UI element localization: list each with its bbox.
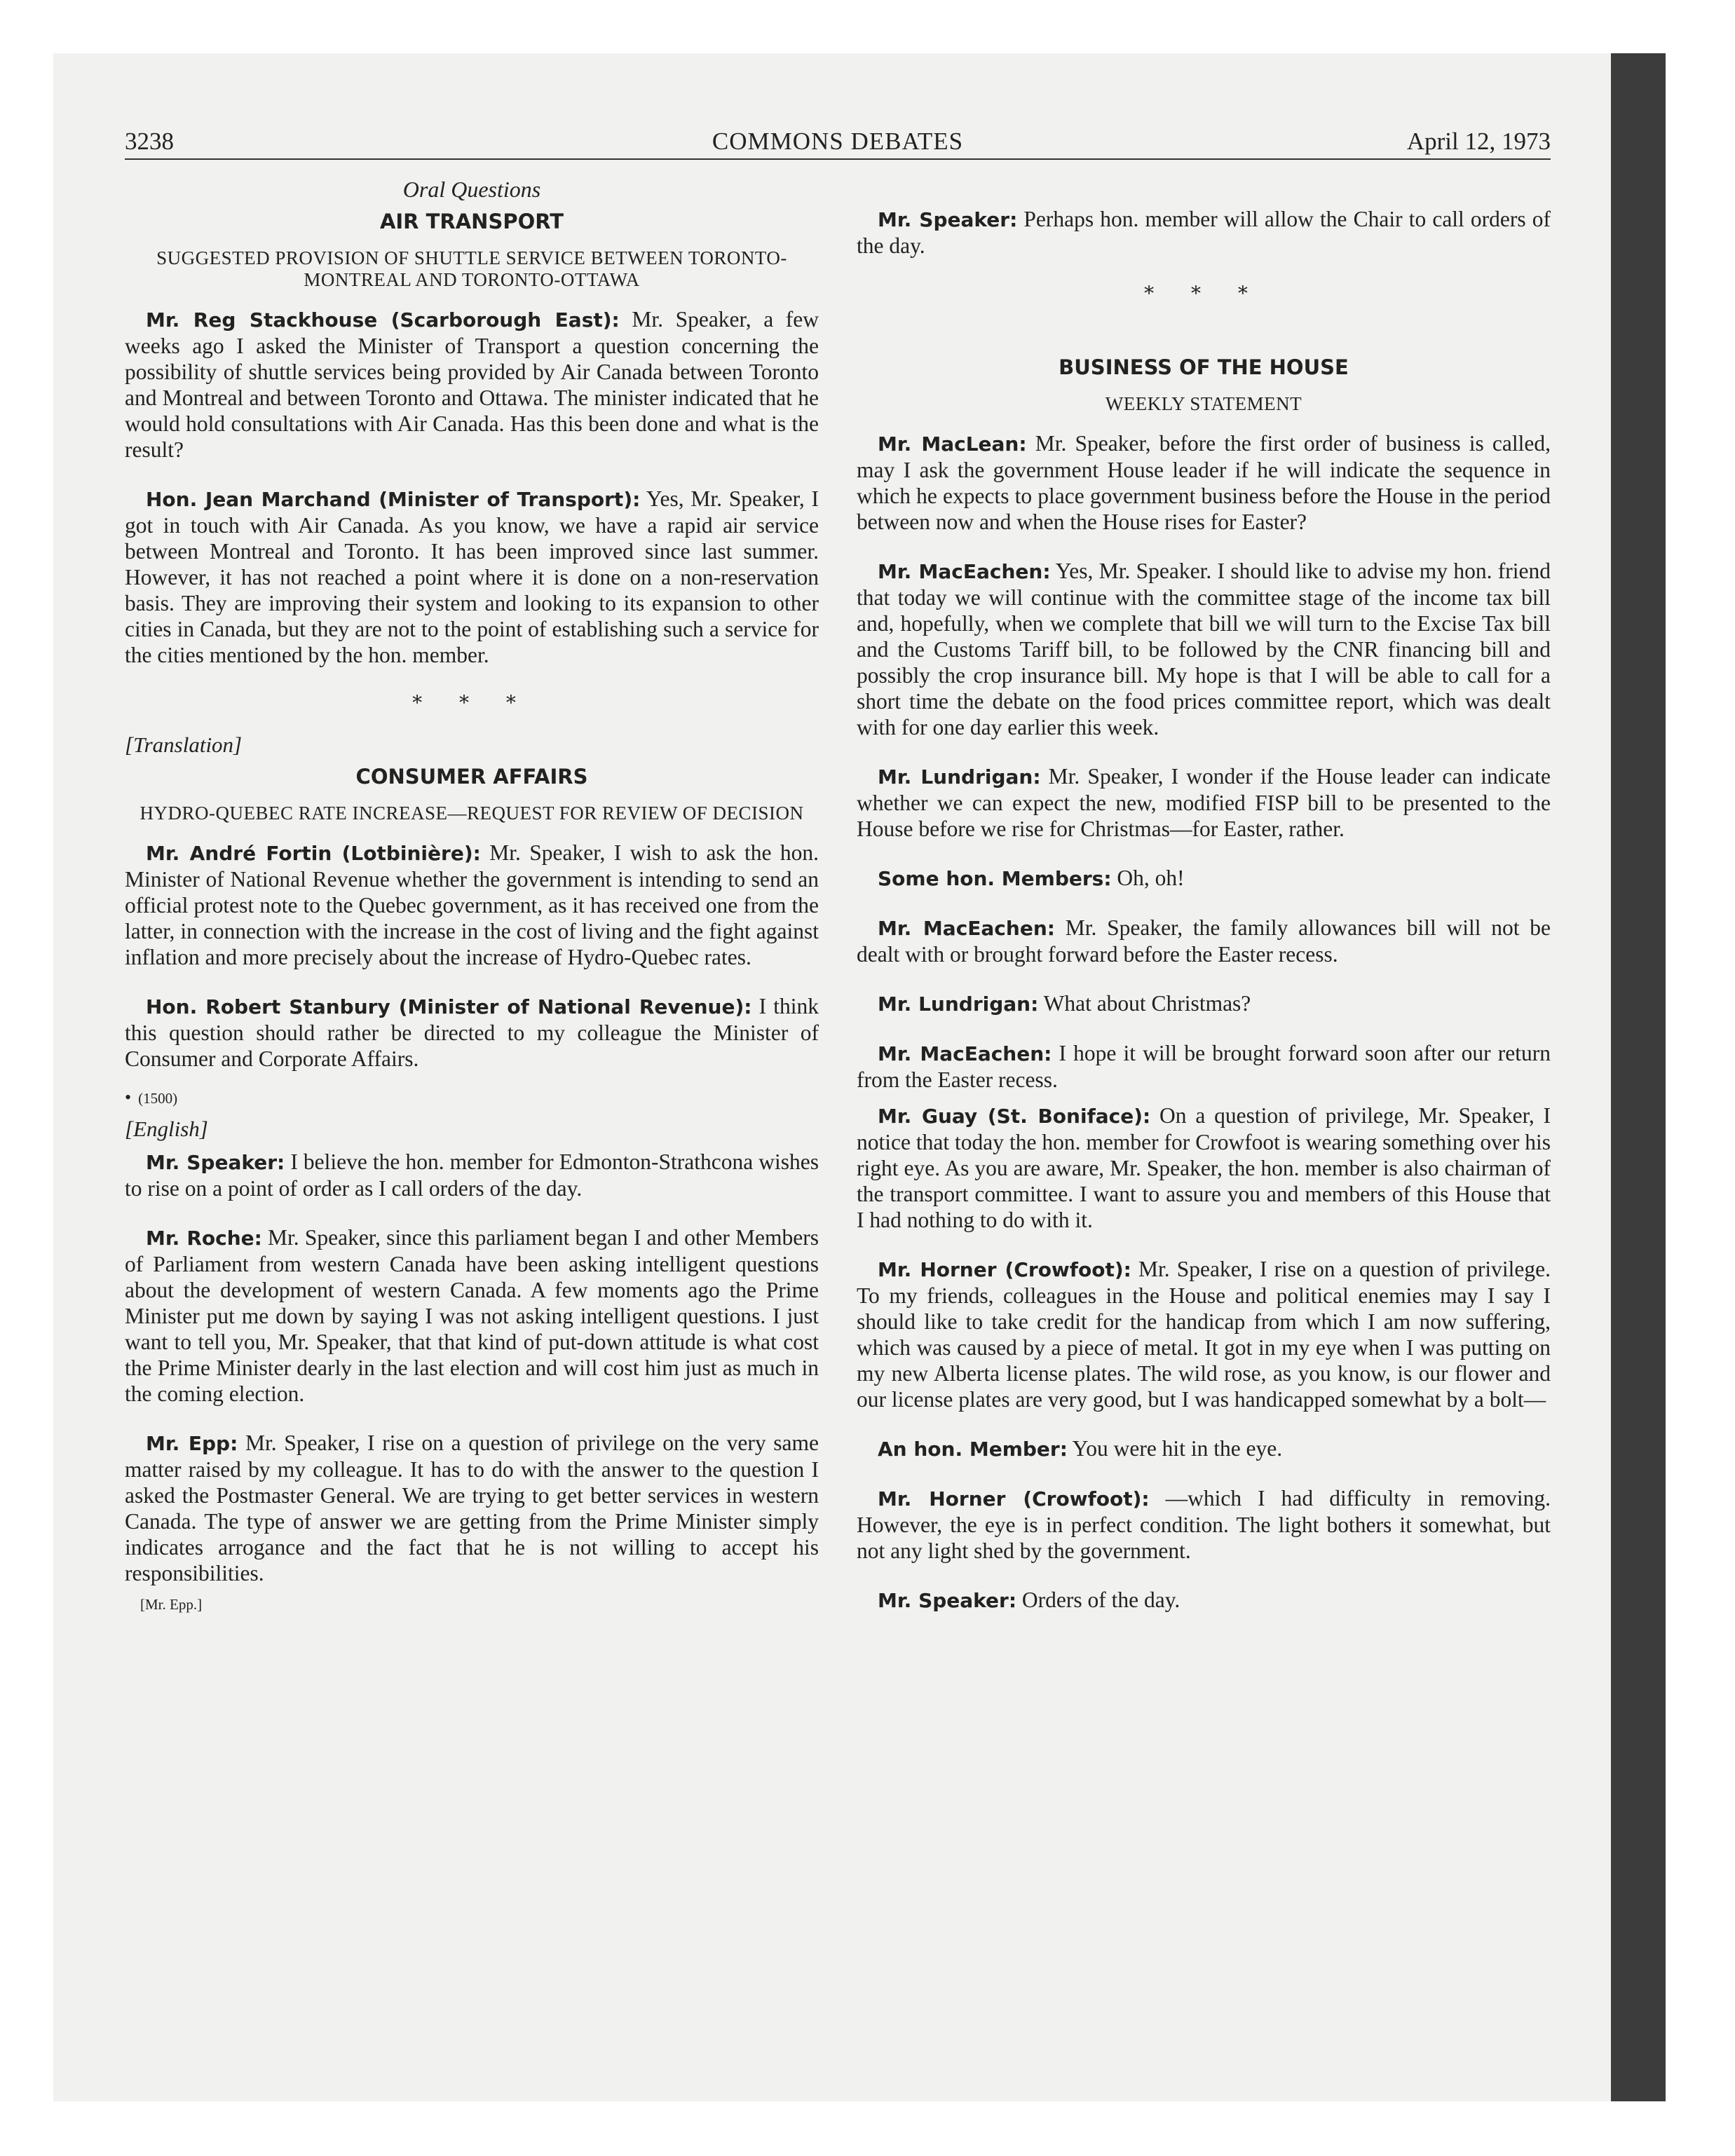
speech-text: Orders of the day. [1021,1588,1181,1612]
binding-shadow [1611,53,1666,2101]
speech-text: I think this question should rather be directed to my colleague the Minister of Consumer and Corporate Affairs. [125,994,819,1071]
publication-title: COMMONS DEBATES [712,128,964,155]
subheading-hydro-quebec: HYDRO-QUEBEC RATE INCREASE—REQUEST FOR REVIEW OF DECISION [140,803,804,824]
bullet-icon: • [125,1087,132,1107]
speech-paragraph [125,840,819,970]
speech-paragraph [125,486,819,668]
speech-text: You were hit in the eye. [1072,1436,1283,1461]
speech-text: Oh, oh! [1117,866,1185,890]
speaker-name: Mr. André Fortin (Lotbinière): [146,842,481,865]
subheading-weekly-statement: WEEKLY STATEMENT [1105,393,1302,414]
speech-text: Mr. Speaker, since this parliament began I and other Members of Parliament from western Canada have been asking intelligent questions about the development of western Canada. A few moments ago the Prime Minister put me down by saying I was not asking intelligent questions. I just want to tell you, Mr. Speaker, that that kind of put-down attitude is what cost the Prime Minister dearly in the last election and will cost him just as much in the coming election. [125,1225,819,1406]
speech-text: Mr. Speaker, the family allowances bill will not be dealt with or brought forward before the Easter recess. [857,915,1551,967]
speech-paragraph [125,1430,819,1586]
section-heading-air-transport: AIR TRANSPORT [379,210,564,233]
language-marker: [Translation] [125,732,243,757]
speech-text: Mr. Speaker, a few weeks ago I asked the Minister of Transport a question concerning the possibility of shuttle services being provided by Air Canada between Toronto and Montreal and between Toronto and Ottawa. The minister indicated that he would hold consultations with Air Canada. Has this been done and what is the result? [125,307,819,462]
page-number: 3238 [125,128,174,155]
speech-paragraph [857,1435,1551,1462]
speech-text: On a question of privilege, Mr. Speaker, I notice that today the hon. member for Crowfoot is wearing something over his right eye. As you are aware, Mr. Speaker, the hon. member is also chairman of the transport committee. I want to assure you and members of this House that I had nothing to do with it. [857,1103,1551,1232]
speech-paragraph [125,1149,819,1201]
speech-text: Mr. Speaker, I wonder if the House leader can indicate whether we can expect the new, modified FISP bill to be presented to the House before we rise for Christmas—for Easter, rather. [857,764,1551,841]
speaker-name: Hon. Robert Stanbury (Minister of National Revenue): [146,995,752,1018]
speech-paragraph [125,1224,819,1407]
speech-paragraph [857,1040,1551,1093]
speech-paragraph [857,558,1551,740]
speech-text: Mr. Speaker, I wish to ask the hon. Minister of National Revenue whether the government is intending to send an official protest note to the Quebec government, as it has received one from the latter, in connection with the increase in the cost of living and the fight against inflation and more precisely about the increase of Hydro-Quebec rates. [125,840,819,969]
speaker-name: Mr. Horner (Crowfoot): [878,1487,1150,1510]
speaker-name: Mr. MacEachen: [878,1042,1052,1065]
speaker-name: Mr. Epp: [146,1432,238,1455]
speaker-name: Mr. MacEachen: [878,917,1055,940]
speaker-name: Mr. Roche: [146,1227,262,1250]
speaker-name: Mr. MacEachen: [878,560,1051,583]
speech-text: Perhaps hon. member will allow the Chair to call orders of the day. [857,207,1551,258]
speech-paragraph [857,915,1551,967]
subheading-shuttle: SUGGESTED PROVISION OF SHUTTLE SERVICE BETWEEN TORONTO-MONTREAL AND TORONTO-OTTAWA [156,247,787,290]
speaker-name: Mr. Guay (St. Boniface): [878,1105,1151,1128]
speech-paragraph [857,990,1551,1017]
speaker-name: Mr. Reg Stackhouse (Scarborough East): [146,308,620,332]
speech-text: Mr. Speaker, I rise on a question of privilege on the very same matter raised by my colleague. It has to do with the answer to the question I asked the Postmaster General. We are trying to get better services in western Canada. The type of answer we are getting from the Prime Minister simply indicates arrogance and the fact that he is not willing to accept his responsibilities. [125,1431,819,1585]
speaker-name: Mr. Horner (Crowfoot): [878,1258,1131,1281]
speech-paragraph [857,1256,1551,1412]
speech-paragraph [857,865,1551,892]
speech-paragraph [857,1103,1551,1233]
speaker-name: Mr. Lundrigan: [878,765,1041,789]
section-heading-business-of-the-house: BUSINESS OF THE HOUSE [1059,355,1349,379]
speech-paragraph [857,206,1551,259]
speech-text: What about Christmas? [1043,991,1251,1016]
section-separator: * * * [1144,282,1263,305]
speech-paragraph [857,1485,1551,1564]
speaker-name: Mr. Speaker: [146,1151,285,1174]
language-marker: [English] [125,1117,208,1141]
issue-date: April 12, 1973 [1406,128,1551,155]
speaker-name: Mr. Speaker: [878,1589,1017,1612]
running-section-label: Oral Questions [402,177,541,202]
speech-text: I believe the hon. member for Edmonton-Strathcona wishes to rise on a point of order as I call orders of the day. [125,1149,819,1201]
section-heading-consumer-affairs: CONSUMER AFFAIRS [355,765,588,789]
speech-paragraph [125,306,819,463]
speech-paragraph [857,430,1551,535]
speaker-name: Hon. Jean Marchand (Minister of Transport): [146,488,641,511]
speech-paragraph [857,1587,1551,1613]
time-text: (1500) [138,1090,178,1107]
continued-speaker-note: [Mr. Epp.] [140,1596,203,1613]
speech-text: Yes, Mr. Speaker, I got in touch with Air Canada. As you know, we have a rapid air service between Montreal and Toronto. It has been improved since last summer. However, it has not reached a point where it is done on a non-reservation basis. They are improving their system and looking to its expansion to other cities in Canada, but they are not to the point of establishing such a service for the cities mentioned by the hon. member. [125,486,819,667]
section-separator: * * * [412,691,531,714]
speech-text: I hope it will be brought forward soon after our return from the Easter recess. [857,1041,1551,1092]
speech-paragraph [125,993,819,1072]
speech-text: Yes, Mr. Speaker. I should like to advise my hon. friend that today we will continue with the committee stage of the income tax bill and, hopefully, when we complete that bill we will turn to the Excise Tax bill and the Customs Tariff bill, to be followed by the CNR financing bill and possibly the crop insurance bill. My hope is that I will be able to call for a short time the debate on the food prices committee report, which was dealt with for one day earlier this week. [857,559,1551,739]
speaker-name: An hon. Member: [878,1438,1068,1461]
page-header [125,125,1551,160]
speech-text: Mr. Speaker, I rise on a question of privilege. To my friends, colleagues in the House and political enemies may I say I should like to take credit for the handicap from which I am now suffering, which was caused by a piece of metal. It got in my eye when I was putting on my new Alberta license plates. The wild rose, as you know, is our flower and our license plates are very good, but I was handicapped somewhat by a bolt— [857,1257,1551,1412]
document-page [125,125,1551,1613]
speaker-name: Mr. MacLean: [878,432,1027,456]
speaker-name: Mr. Speaker: [878,208,1018,231]
left-column [125,177,819,1613]
time-stamp [125,1087,819,1108]
speech-text: Mr. Speaker, before the first order of business is called, may I ask the government House leader if he will indicate the sequence in which he expects to place government business before the House in the period between now and when the House rises for Easter? [857,431,1551,534]
speech-paragraph [857,763,1551,842]
speaker-name: Mr. Lundrigan: [878,992,1039,1016]
speaker-name: Some hon. Members: [878,867,1112,890]
right-column [857,177,1551,1637]
speech-text: —which I had difficulty in removing. However, the eye is in perfect condition. The light bothers it somewhat, but not any light shed by the government. [857,1486,1551,1563]
